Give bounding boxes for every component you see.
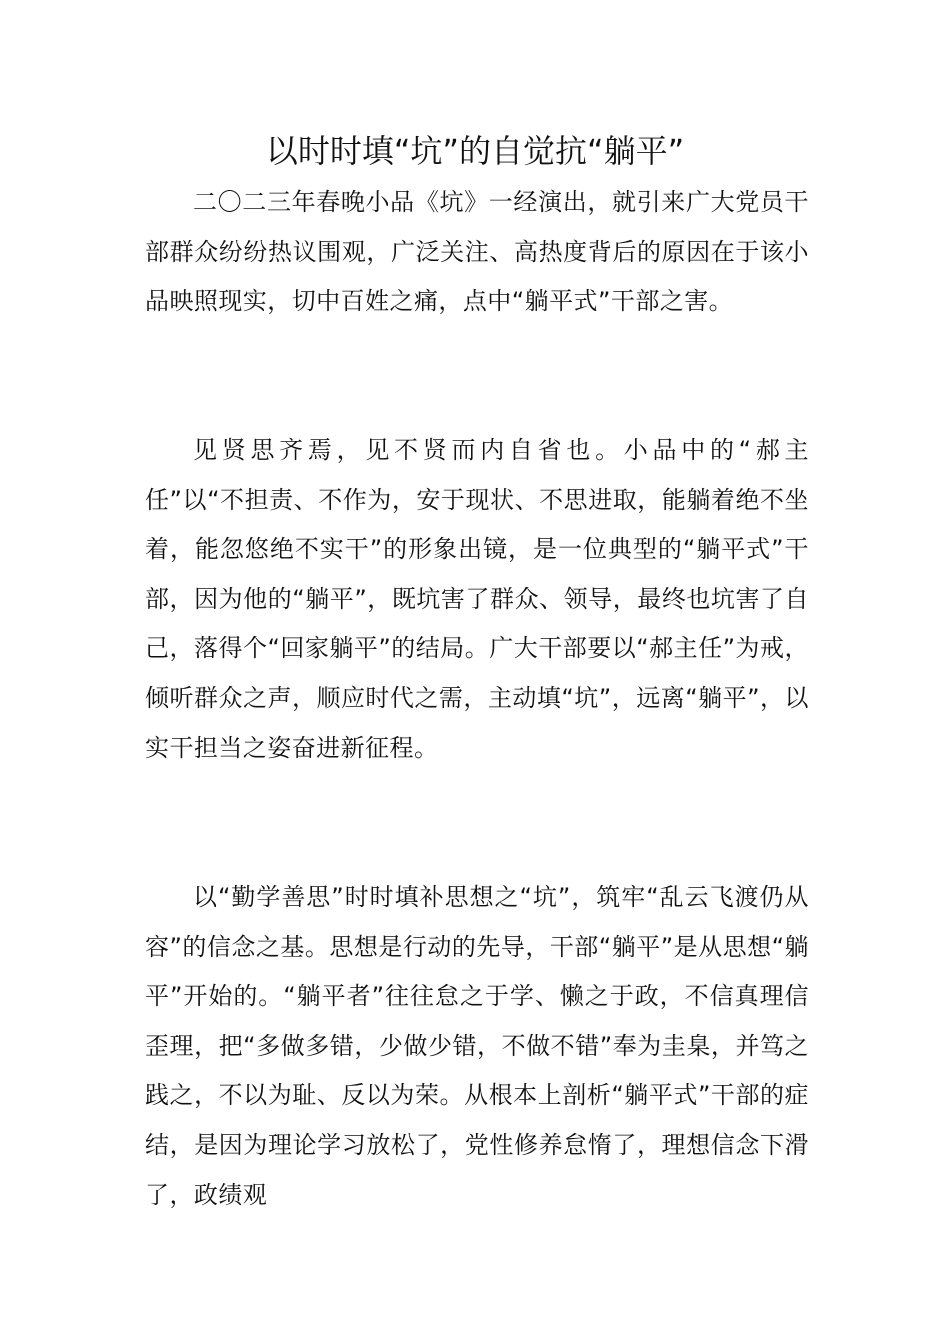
document-title: 以时时填“坑”的自觉抗“躺平” xyxy=(265,132,685,170)
paragraph-1: 二〇二三年春晚小品《坑》一经演出，就引来广大党员干部群众纷纷热议围观，广泛关注、高热度背后的原因在于该小品映照现实，切中百姓之痛，点中“躺平式”干部之害。 xyxy=(145,188,809,316)
paragraph-3: 以“勤学善思”时时填补思想之“坑”，筑牢“乱云飞渡仍从容”的信念之基。思想是行动的先导，干部“躺平”是从思想“躺平”开始的。“躺平者”往往怠之于学、懒之于政，不信真理信歪理，把“多做多错，少做少错，不做不错”奉为圭臬，并笃之践之，不以为耻、反以为荣。从根本上剖析“躺平式”干部的症结，是因为理论学习放松了，党性修养怠惰了，理想信念下滑了，政绩观 xyxy=(145,883,809,1209)
paragraph-2: 见贤思齐焉，见不贤而内自省也。小品中的“郝主任”以“不担责、不作为，安于现状、不思进取，能躺着绝不坐着，能忽悠绝不实干”的形象出镜，是一位典型的“躺平式”干部，因为他的“躺平”，既坑害了群众、领导，最终也坑害了自己，落得个“回家躺平”的结局。广大干部要以“郝主任”为戒，倾听群众之声，顺应时代之需，主动填“坑”，远离“躺平”，以实干担当之姿奋进新征程。 xyxy=(145,436,809,762)
